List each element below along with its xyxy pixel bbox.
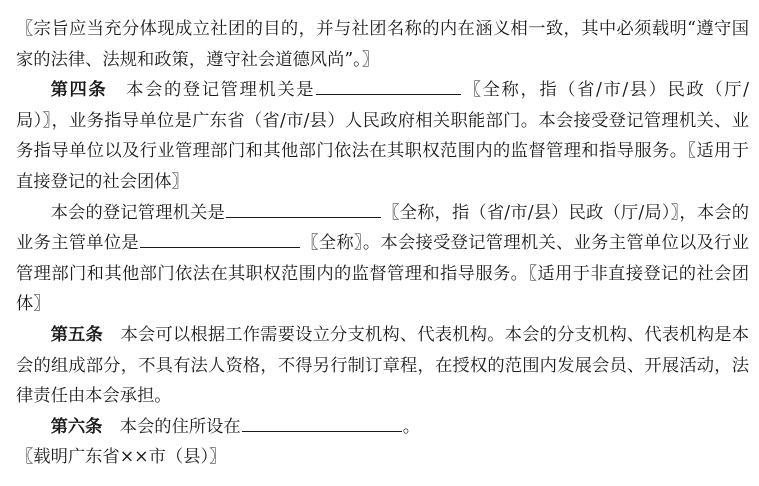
article-5-text: 本会可以根据工作需要设立分支机构、代表机构。本会的分支机构、代表机构是本会的组成部分，不具有法人资格，不得另行制订章程，在授权的范围内发展会员、开展活动，法律责任由本会承担。 xyxy=(16,324,749,407)
article-4-alt-text-c: 〖全称〗。本会接受登记管理机关、业务主管单位以及行业管理部门和其他部门依法在其职权范围内的监督管理和指导服务。〖适用于非直接登记的社会团体〗 xyxy=(16,233,749,315)
article-4-alt-text-b: 〖全称，指（省/市/县）民政（厅/局）〗，本会的业务主管单位是 xyxy=(16,202,749,254)
article-4-text-b: 〖全称，指（省/市/县）民政（厅/局）〗，业务指导单位是广东省（省/市/县）人民政府相关职能部门。本会接受登记管理机关、业务指导单位以及行业管理部门和其他部门依法在其职权范围内的监督管理和指导服务。〖适用于直接登记的社会团体〗 xyxy=(16,80,749,192)
purpose-note-text: 〖宗旨应当充分体现成立社团的目的，并与社团名称的内在涵义相一致，其中必须载明“遵守国家的法律、法规和政策，遵守社会道德风尚”。〗 xyxy=(16,19,749,70)
article-5-paragraph xyxy=(16,320,749,412)
registration-authority-alt-blank[interactable] xyxy=(226,198,381,217)
article-6-text-a: 本会的住所设在 xyxy=(102,416,241,437)
article-4-alt-text-a: 本会的登记管理机关是 xyxy=(50,202,226,223)
address-note-text: 〖载明广东省××市（县）〗 xyxy=(16,447,227,468)
address-note xyxy=(16,442,749,473)
article-4-heading: 第四条 xyxy=(50,80,108,101)
article-6-heading: 第六条 xyxy=(50,416,103,437)
article-4-alt-paragraph xyxy=(16,198,749,320)
supervising-unit-blank[interactable] xyxy=(140,229,300,248)
article-6-text-b: 。 xyxy=(402,416,421,437)
purpose-note xyxy=(16,14,749,75)
article-4-text-a: 本会的登记管理机关是 xyxy=(107,80,316,101)
registration-authority-blank[interactable] xyxy=(316,76,461,95)
article-6-paragraph xyxy=(16,412,749,443)
address-blank[interactable] xyxy=(242,413,402,432)
article-4-paragraph xyxy=(16,75,749,197)
article-5-heading: 第五条 xyxy=(50,324,103,345)
